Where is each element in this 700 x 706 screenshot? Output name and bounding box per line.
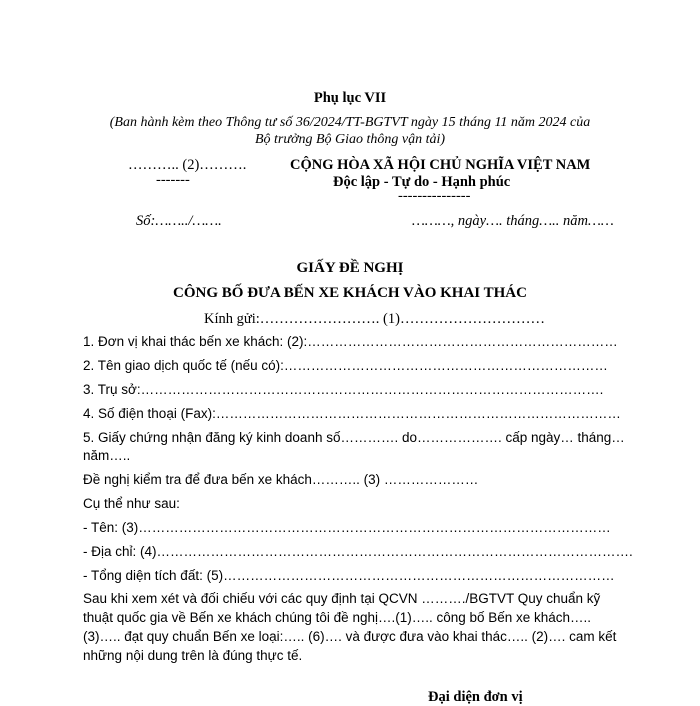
closing-line-3: (3)….. đạt quy chuẩn Bến xe loại:….. (6)…. và được đưa vào khai thác….. (2)…. cam kết — [83, 629, 617, 644]
issued-line-1: (Ban hành kèm theo Thông tư số 36/2024/TT-BGTVT ngày 15 tháng 11 năm 2024 của — [109, 115, 591, 130]
appendix-title: Phụ lục VII — [313, 90, 387, 106]
signature-label: Đại diện đơn vị — [428, 689, 523, 705]
country-name: CỘNG HÒA XÃ HỘI CHỦ NGHĨA VIỆT NAM — [290, 157, 591, 173]
document-subtitle: CÔNG BỐ ĐƯA BẾN XE KHÁCH VÀO KHAI THÁC — [173, 285, 527, 301]
closing-line-4: những nội dung trên là đúng thực tế. — [83, 648, 303, 663]
closing-line-1: Sau khi xem xét và đối chiếu với các quy định tại QCVN ………./BGTVT Quy chuẩn kỹ — [83, 591, 601, 606]
issued-line-2: Bộ trưởng Bộ Giao thông vận tải) — [254, 132, 446, 147]
salutation: Kính gửi:……………………. (1)………………………… — [204, 311, 545, 327]
national-motto: Độc lập - Tự do - Hạnh phúc — [333, 174, 511, 190]
specifics-heading: Cụ thể như sau: — [83, 496, 180, 511]
field-operator: 1. Đơn vị khai thác bến xe khách: (2):…………………………………………………………… — [83, 334, 618, 349]
left-separator: ------- — [156, 172, 190, 188]
field-business-license-cont: năm….. — [83, 448, 131, 463]
right-separator: --------------- — [398, 188, 471, 204]
specific-address: - Địa chỉ: (4)……………………………………………………………………………………………. — [83, 544, 633, 559]
field-business-license: 5. Giấy chứng nhận đăng ký kinh doanh số…………. do………………. cấp ngày… tháng… — [83, 430, 625, 445]
field-international-name: 2. Tên giao dịch quốc tế (nếu có):……………………………………………………………… — [83, 358, 608, 373]
specific-land-area: - Tổng diện tích đất: (5)…………………………………………………………………………… — [83, 568, 615, 583]
closing-line-2: thuật quốc gia về Bến xe khách chúng tôi đề nghị….(1)….. công bố Bến xe khách….. — [83, 610, 592, 625]
organization-placeholder: ……….. (2)………. — [128, 157, 247, 173]
request-line: Đề nghị kiểm tra để đưa bến xe khách……….. (3) ………………… — [83, 472, 479, 487]
document-number: Số:……../……. — [136, 213, 222, 229]
field-head-office: 3. Trụ sở:…………………………………………………………………………………………. — [83, 382, 604, 397]
field-phone: 4. Số điện thoại (Fax):……………………………………………………………………………… — [83, 406, 621, 421]
specific-name: - Tên: (3)…………………………………………………………………………………………… — [83, 520, 611, 535]
document-title: GIẤY ĐỀ NGHỊ — [296, 260, 404, 276]
date-line: ………, ngày…. tháng….. năm…… — [412, 213, 614, 229]
